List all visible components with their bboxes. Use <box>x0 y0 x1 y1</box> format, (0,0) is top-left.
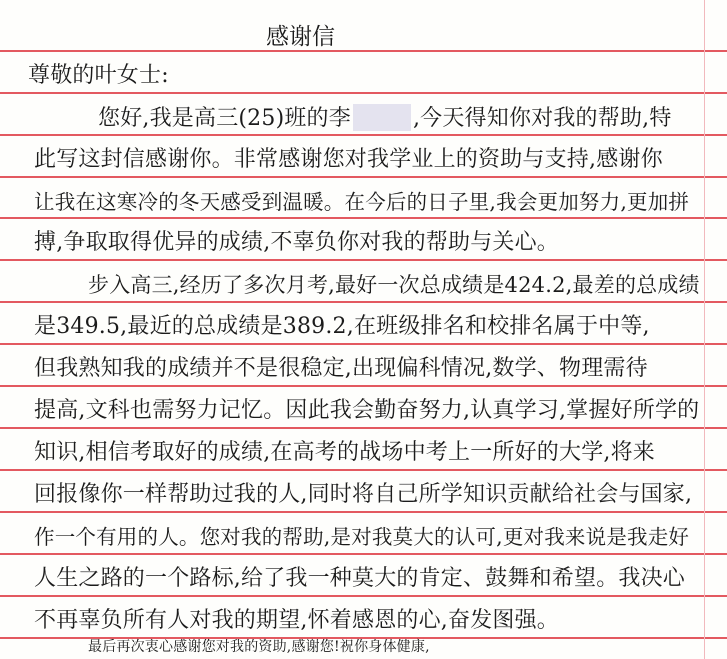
letter-title: 感谢信 <box>266 24 335 50</box>
ruled-line <box>0 427 727 429</box>
paragraph-2-line-6: 回报像你一样帮助过我的人,同时将自己所学知识贡献给社会与国家, <box>34 482 693 507</box>
ruled-line <box>0 92 727 94</box>
ruled-line <box>0 553 727 555</box>
ruled-line <box>0 595 727 597</box>
ruled-line <box>0 343 727 345</box>
ruled-line <box>0 385 727 387</box>
ruled-line <box>0 176 727 178</box>
ruled-line <box>0 217 727 219</box>
paragraph-1-line-4: 搏,争取取得优异的成绩,不辜负你对我的帮助与关心。 <box>34 230 559 255</box>
paragraph-1-line-3: 让我在这寒冷的冬天感受到温暖。在今后的日子里,我会更加努力,更加拼 <box>34 190 690 214</box>
ruled-line <box>0 301 727 303</box>
ruled-line <box>0 50 727 52</box>
paragraph-1-line-1 <box>98 104 672 133</box>
redacted-name-block <box>353 104 411 131</box>
ruled-line <box>0 469 727 471</box>
paragraph-2-line-8: 人生之路的一个路标,给了我一种莫大的肯定、鼓舞和希望。我决心 <box>34 566 685 591</box>
paragraph-2-line-2: 是349.5,最近的总成绩是389.2,在班级排名和校排名属于中等, <box>34 314 650 339</box>
margin-line <box>704 0 705 659</box>
paragraph-2-line-3: 但我熟知我的成绩并不是很稳定,出现偏科情况,数学、物理需待 <box>34 356 648 381</box>
salutation: 尊敬的叶女士: <box>28 63 169 88</box>
paragraph-2-line-7: 作一个有用的人。您对我的帮助,是对我莫大的认可,更对我来说是我走好 <box>34 525 690 549</box>
text-segment: 您好,我是高三(25)班的李 <box>98 106 351 131</box>
paragraph-2-line-4: 提高,文科也需努力记忆。因此我会勤奋努力,认真学习,掌握好所学的 <box>34 398 700 423</box>
ruled-line <box>0 134 727 136</box>
paragraph-2-line-9: 不再辜负所有人对我的期望,怀着感恩的心,奋发图强。 <box>34 608 559 633</box>
ruled-line <box>0 259 727 261</box>
paragraph-3-line-1: 最后再次衷心感谢您对我的资助,感谢您!祝你身体健康, <box>88 639 430 655</box>
paragraph-2-line-1: 步入高三,经历了多次月考,最好一次总成绩是424.2,最差的总成绩 <box>88 273 700 297</box>
paragraph-2-line-5: 知识,相信考取好的成绩,在高考的战场中考上一所好的大学,将来 <box>34 440 655 465</box>
ruled-line <box>0 511 727 513</box>
paragraph-1-line-2: 此写这封信感谢你。非常感谢您对我学业上的资助与支持,感谢你 <box>34 147 663 172</box>
text-segment: ,今天得知你对我的帮助,特 <box>412 106 672 131</box>
